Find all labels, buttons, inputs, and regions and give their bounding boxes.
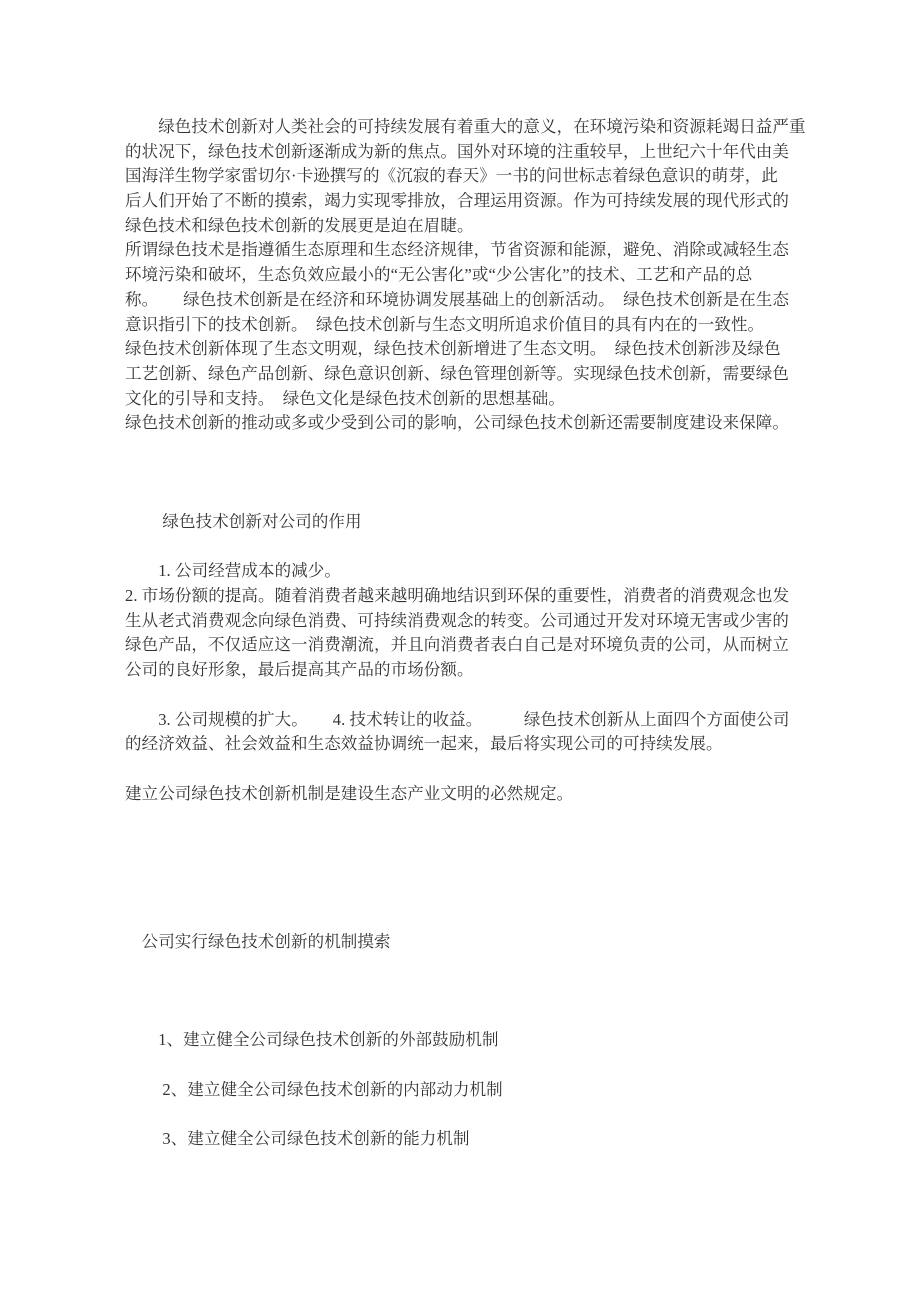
document-line: 后人们开始了不断的摸索，竭力实现零排放，合理运用资源。作为可持续发展的现代形式的 — [125, 191, 789, 211]
document-line — [125, 831, 805, 856]
document-line: 2. 市场份额的提高。随着消费者越来越明确地结识到环保的重要性，消费者的消费观念也发 — [125, 586, 790, 606]
document-line: 2、建立健全公司绿色技术创新的内部动力机制 — [125, 1079, 503, 1099]
document-line: 绿色技术和绿色技术创新的发展更是迫在眉睫。 — [125, 215, 474, 235]
document-line: 绿色技术创新对公司的作用 — [125, 512, 362, 531]
document-line — [125, 436, 805, 461]
document-line: 生从老式消费观念向绿色消费、可持续消费观念的转变。公司通过开发对环境无害或少害的 — [125, 610, 789, 630]
document-line: 称。 绿色技术创新是在经济和环境协调发展基础上的创新活动。 绿色技术创新是在生态 — [125, 289, 790, 309]
document-line — [125, 979, 805, 1004]
document-line: 公司实行绿色技术创新的机制摸索 — [125, 931, 391, 951]
document-line — [125, 683, 805, 708]
document-line — [125, 806, 805, 831]
document-line — [125, 954, 805, 979]
document-line: 意识指引下的技术创新。 绿色技术创新与生态文明所追求价值目的具有内在的一致性。 — [125, 314, 765, 334]
document-line — [125, 1004, 805, 1029]
document-line — [125, 905, 805, 930]
document-line: 1. 公司经营成本的减少。 — [125, 561, 341, 581]
document-line — [125, 535, 805, 560]
document-line: 3. 公司规模的扩大。 4. 技术转让的收益。 绿色技术创新从上面四个方面使公司 — [125, 709, 790, 729]
document-line: 环境污染和破坏，生态负效应最小的“无公害化”或“少公害化”的技术、工艺和产品的总 — [125, 265, 753, 285]
document-line — [125, 1053, 805, 1078]
document-line: 国海洋生物学家雷切尔·卡逊撰写的《沉寂的春天》一书的问世标志着绿色意识的萌芽，此 — [125, 166, 778, 186]
document-line: 1、建立健全公司绿色技术创新的外部鼓励机制 — [125, 1030, 499, 1050]
document-line: 3、建立健全公司绿色技术创新的能力机制 — [125, 1129, 470, 1149]
document-text-block — [125, 115, 805, 1152]
document-line: 绿色技术创新体现了生态文明观，绿色技术创新增进了生态文明。 绿色技术创新涉及绿色 — [125, 339, 781, 359]
document-line — [125, 856, 805, 881]
document-line — [125, 880, 805, 905]
document-line: 绿色技术创新对人类社会的可持续发展有着重大的意义，在环境污染和资源耗竭日益严重 — [125, 117, 806, 136]
document-line — [125, 485, 805, 510]
document-line: 绿色产品，不仅适应这一消费潮流，并且向消费者表白自己是对环境负责的公司，从而树立 — [125, 635, 789, 655]
document-line — [125, 757, 805, 782]
document-line — [125, 1103, 805, 1128]
document-line: 文化的引导和支持。 绿色文化是绿色技术创新的思想基础。 — [125, 388, 565, 408]
document-line: 的状况下，绿色技术创新逐渐成为新的焦点。国外对环境的注重较早，上世纪六十年代由美 — [125, 141, 789, 161]
document-line — [125, 461, 805, 486]
document-line: 工艺创新、绿色产品创新、绿色意识创新、绿色管理创新等。实现绿色技术创新，需要绿色 — [125, 363, 789, 383]
document-line: 公司的良好形象，最后提高其产品的市场份额。 — [125, 660, 474, 680]
document-line: 所谓绿色技术是指遵循生态原理和生态经济规律，节省资源和能源，避免、消除或减轻生态 — [125, 240, 789, 260]
document-line: 绿色技术创新的推动或多或少受到公司的影响，公司绿色技术创新还需要制度建设来保障。 — [125, 413, 789, 433]
document-line: 的经济效益、社会效益和生态效益协调统一起来，最后将实现公司的可持续发展。 — [125, 734, 723, 754]
document-line: 建立公司绿色技术创新机制是建设生态产业文明的必然规定。 — [125, 783, 574, 803]
